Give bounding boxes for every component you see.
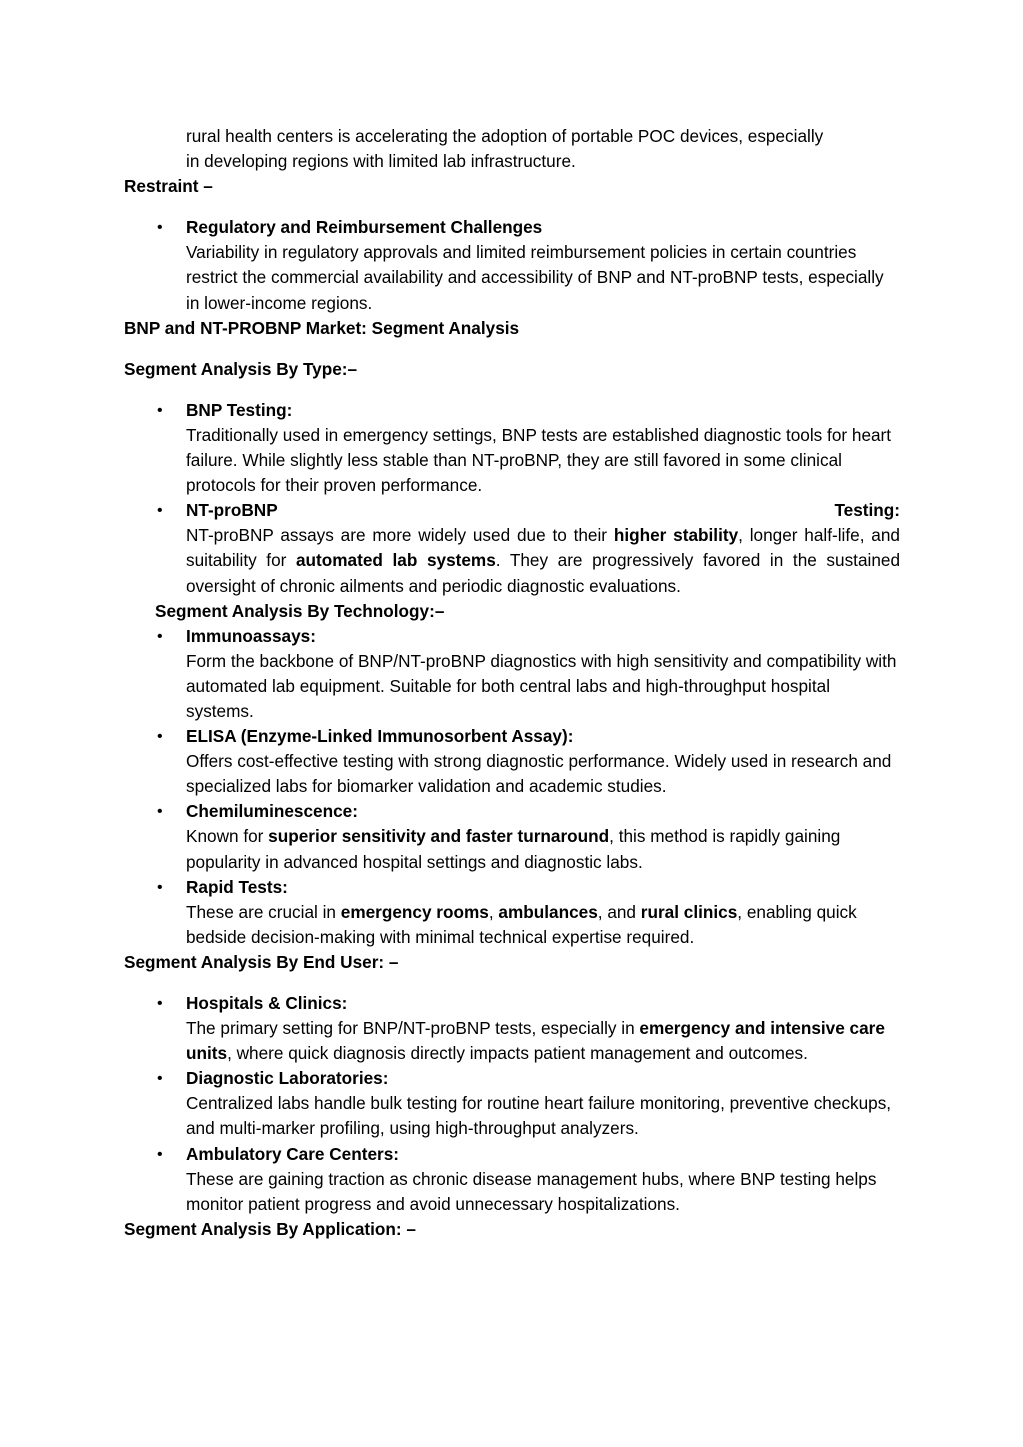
bold-run: rural clinics [640, 901, 738, 922]
text-run: , longer half-life, and suitability for [186, 525, 900, 571]
bullet-icon: • [157, 502, 163, 520]
text-run: Known for [186, 826, 269, 847]
technology-list [124, 624, 900, 950]
text-run: , enabling quick bedside decision-making with minimal technical expertise required. [186, 901, 857, 947]
text-run: , and [597, 901, 641, 922]
item-title-left: NT-proBNP [186, 500, 278, 521]
bold-run: higher stability [613, 525, 739, 546]
text-run: These are crucial in [186, 901, 341, 922]
restraint-list [124, 215, 900, 315]
bullet-icon: • [157, 803, 163, 821]
item-title: Regulatory and Reimbursement Challenges [186, 217, 543, 238]
list-item [124, 1142, 900, 1217]
restraint-heading: Restraint – [124, 176, 213, 197]
bullet-icon: • [157, 219, 163, 237]
item-text: Form the backbone of BNP/NT-proBNP diagnostics with high sensitivity and compatibility with automated lab equipment. Suitable for both central labs and high-throughput hospital systems. [186, 650, 897, 721]
text-run: , [488, 901, 499, 922]
bullet-icon: • [157, 1070, 163, 1088]
list-item [124, 1066, 900, 1141]
item-title [186, 498, 900, 523]
bullet-icon: • [157, 995, 163, 1012]
item-text [186, 1016, 900, 1066]
text-run: , this method is rapidly gaining popularity in advanced hospital settings and diagnostic labs. [186, 826, 841, 872]
bullet-icon: • [157, 627, 163, 645]
item-title-right: Testing: [834, 500, 900, 521]
list-item [124, 215, 900, 315]
bold-run: superior sensitivity and faster turnaround [268, 826, 610, 847]
list-item [124, 498, 900, 598]
application-heading: Segment Analysis By Application: – [124, 1218, 416, 1239]
item-title: Hospitals & Clinics: [186, 993, 348, 1013]
item-text: Variability in regulatory approvals and limited reimbursement policies in certain countries restrict the commercial availability and accessibility of BNP and NT-proBNP tests, especially in lower-income regions. [186, 242, 884, 313]
text-run: , where quick diagnosis directly impacts patient management and outcomes. [227, 1043, 808, 1064]
list-item [124, 875, 900, 950]
item-title: Immunoassays: [186, 625, 316, 646]
end-user-list [124, 991, 900, 1217]
item-text [186, 824, 900, 874]
list-item [124, 624, 900, 724]
text-run: . They are progressively favored in the sustained oversight of chronic ailments and periodic diagnostic evaluations. [186, 550, 900, 596]
item-text: Offers cost-effective testing with strong diagnostic performance. Widely used in research and specialized labs for biomarker validation and academic studies. [186, 751, 892, 797]
item-title: ELISA (Enzyme-Linked Immunosorbent Assay): [186, 726, 574, 747]
item-title: Chemiluminescence: [186, 801, 358, 822]
bullet-icon: • [157, 878, 163, 896]
bold-run: automated lab systems [295, 550, 496, 571]
intro-line: rural health centers is accelerating the adoption of portable POC devices, especially [186, 126, 824, 146]
document-body [124, 124, 900, 1242]
list-item [124, 799, 900, 874]
item-text: These are gaining traction as chronic disease management hubs, where BNP testing helps monitor patient progress and avoid unnecessary hospitalizations. [186, 1168, 877, 1214]
intro-line: in developing regions with limited lab infrastructure. [186, 151, 576, 172]
bullet-icon: • [157, 401, 163, 419]
segment-analysis-heading: BNP and NT-PROBNP Market: Segment Analysis [124, 317, 520, 338]
item-title: Rapid Tests: [186, 876, 288, 897]
item-text: Traditionally used in emergency settings, BNP tests are established diagnostic tools for heart failure. While slightly less stable than NT-proBNP, they are still favored in some clinical protocols for their proven performance. [186, 424, 892, 496]
text-run: NT-proBNP assays are more widely used due to their [186, 525, 614, 546]
item-text [186, 523, 900, 598]
item-title: Ambulatory Care Centers: [186, 1143, 399, 1164]
end-user-heading: Segment Analysis By End User: – [124, 951, 399, 972]
item-title: Diagnostic Laboratories: [186, 1068, 389, 1089]
bullet-icon: • [157, 728, 163, 746]
item-title: BNP Testing: [186, 399, 293, 420]
list-item [124, 398, 900, 498]
type-heading: Segment Analysis By Type:– [124, 358, 358, 379]
bold-run: ambulances [498, 901, 598, 922]
bold-run: emergency rooms [340, 901, 489, 922]
technology-heading: Segment Analysis By Technology:– [155, 600, 445, 621]
type-list [124, 398, 900, 599]
bullet-icon: • [157, 1145, 163, 1163]
bold-run: emergency and intensive care units [186, 1018, 885, 1064]
text-run: The primary setting for BNP/NT-proBNP tests, especially in [186, 1018, 640, 1039]
intro-paragraph [124, 124, 900, 174]
list-item [124, 724, 900, 799]
item-text [186, 900, 900, 950]
list-item [124, 991, 900, 1066]
item-text: Centralized labs handle bulk testing for routine heart failure monitoring, preventive checkups, and multi-marker profiling, using high-throughput analyzers. [186, 1093, 892, 1139]
